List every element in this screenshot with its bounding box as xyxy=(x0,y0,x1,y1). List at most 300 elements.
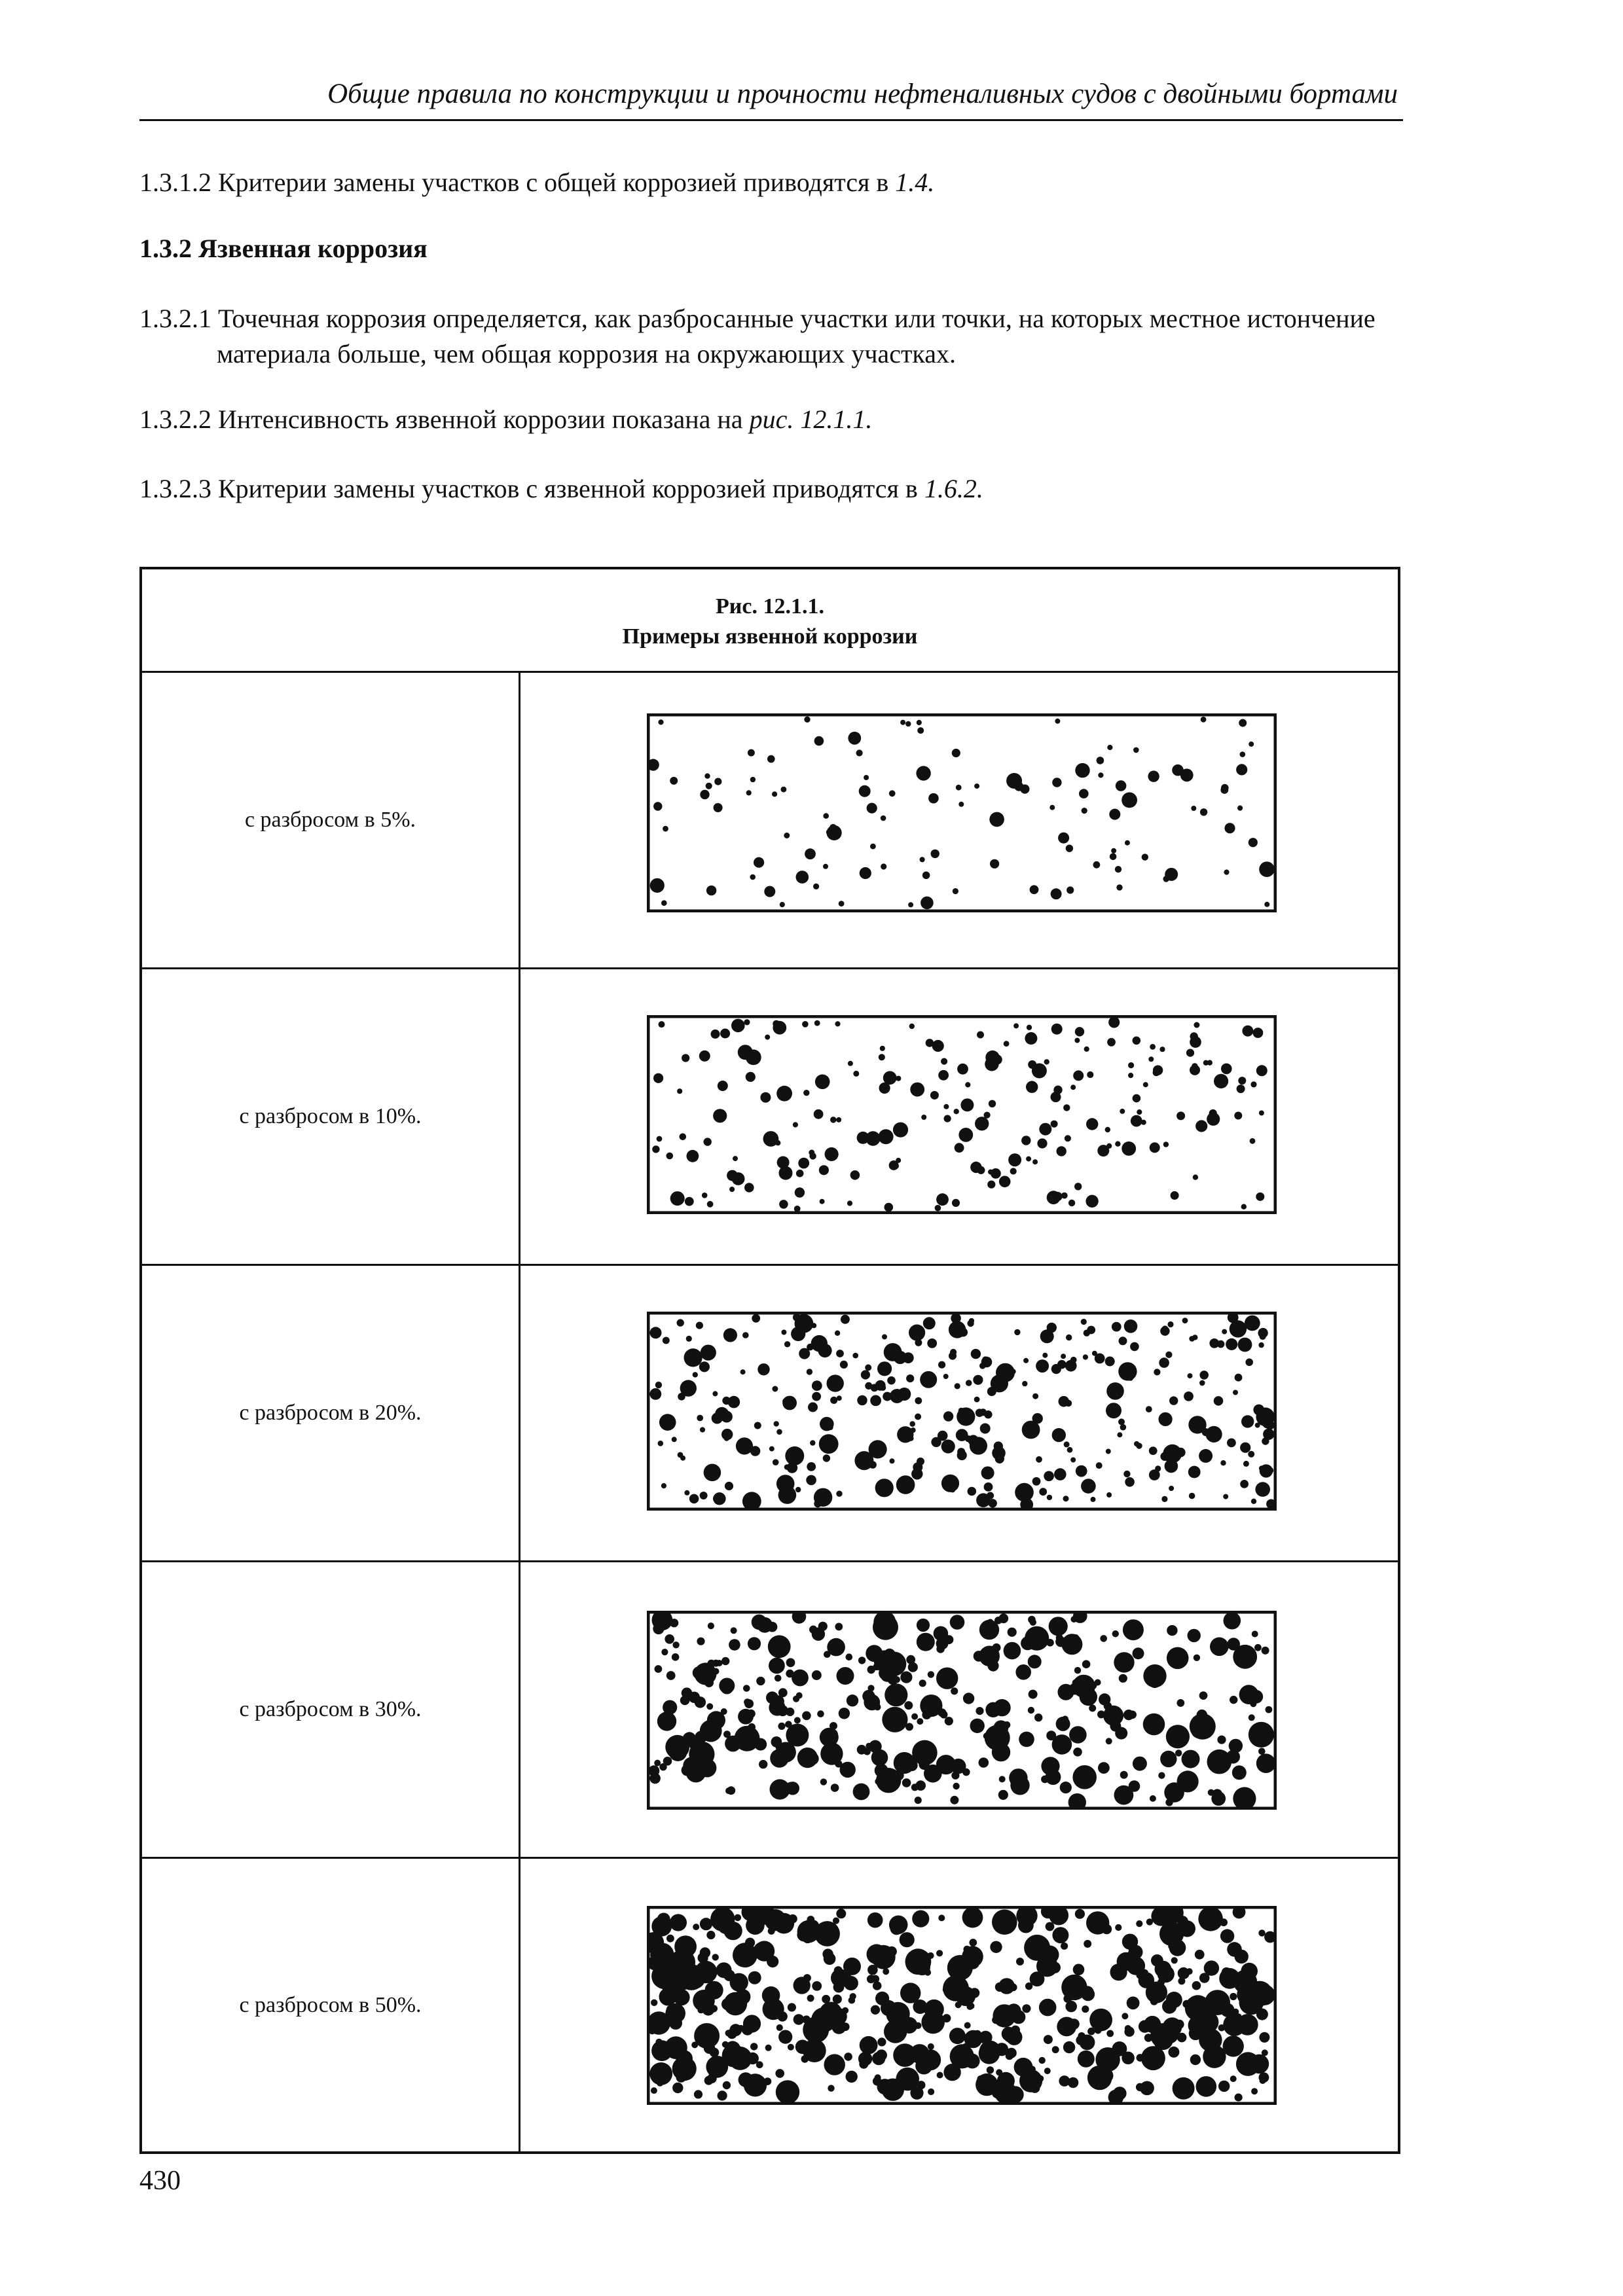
corrosion-pit xyxy=(1249,742,1254,747)
corrosion-pit xyxy=(943,1986,949,1993)
corrosion-pit xyxy=(906,1655,915,1664)
corrosion-pit xyxy=(1118,1418,1125,1425)
corrosion-pit xyxy=(1119,1674,1127,1683)
corrosion-pit xyxy=(706,1703,713,1710)
corrosion-pit xyxy=(1224,870,1229,875)
paragraph-number: 1.3.1.2 xyxy=(139,168,211,197)
corrosion-pit xyxy=(1195,1950,1205,1960)
corrosion-pit xyxy=(670,1949,695,1975)
corrosion-pit xyxy=(744,2073,767,2096)
corrosion-pit xyxy=(1030,1619,1036,1626)
corrosion-pit xyxy=(1190,2054,1201,2065)
corrosion-pit xyxy=(996,1918,1003,1924)
corrosion-pit xyxy=(1008,1153,1021,1166)
corrosion-pit xyxy=(823,813,829,819)
corrosion-pit xyxy=(1073,1748,1082,1757)
corrosion-pit xyxy=(857,1745,867,1755)
corrosion-pit xyxy=(1028,1655,1042,1668)
corrosion-pit xyxy=(1194,1655,1200,1661)
corrosion-pit xyxy=(962,1768,970,1776)
corrosion-pit xyxy=(712,1660,720,1667)
corrosion-pit xyxy=(1089,1704,1096,1712)
paragraph-text: Критерии замены участков с язвенной коррозией приводятся в xyxy=(218,474,918,503)
corrosion-pit xyxy=(987,1181,995,1189)
corrosion-pit xyxy=(964,1946,971,1953)
corrosion-pit xyxy=(1047,1495,1052,1500)
corrosion-pit xyxy=(1143,1713,1165,1736)
paragraph-1-3-2-3 xyxy=(139,471,1403,507)
corrosion-pit xyxy=(836,1491,842,1497)
corrosion-pit xyxy=(1238,1077,1246,1085)
corrosion-pit xyxy=(1106,1403,1122,1418)
corrosion-pit xyxy=(842,2007,848,2014)
corrosion-pit xyxy=(1243,1461,1249,1467)
corrosion-pit xyxy=(890,1458,895,1463)
corrosion-pit xyxy=(956,1986,976,2006)
corrosion-pit xyxy=(1214,1396,1224,1406)
corrosion-pit xyxy=(881,816,886,821)
corrosion-pit xyxy=(782,1398,789,1405)
corrosion-pit xyxy=(1020,1498,1033,1511)
corrosion-pit xyxy=(796,1693,803,1699)
corrosion-pit xyxy=(659,1414,676,1431)
corrosion-pit xyxy=(974,783,979,789)
corrosion-pit xyxy=(745,1938,755,1948)
corrosion-pit xyxy=(670,777,678,785)
corrosion-pit xyxy=(1052,1428,1066,1442)
corrosion-pit xyxy=(1253,1405,1264,1416)
corrosion-pit xyxy=(1072,1765,1097,1789)
corrosion-pit xyxy=(909,1421,915,1427)
corrosion-pit xyxy=(1240,1480,1249,1488)
corrosion-pit xyxy=(1070,1458,1076,1463)
corrosion-pit xyxy=(1171,1191,1179,1200)
corrosion-pit xyxy=(706,2056,728,2078)
corrosion-pit xyxy=(721,1429,733,1440)
corrosion-pit xyxy=(666,2005,674,2013)
corrosion-pit xyxy=(1115,1924,1122,1931)
corrosion-pit xyxy=(1061,1634,1082,1655)
corrosion-pit xyxy=(1096,1462,1103,1469)
corrosion-pit xyxy=(835,1021,840,1026)
corrosion-pit xyxy=(1221,784,1229,792)
corrosion-pit xyxy=(945,1717,953,1725)
corrosion-pit xyxy=(807,1752,819,1765)
corrosion-pit xyxy=(1051,888,1062,899)
corrosion-pit xyxy=(1042,1353,1048,1358)
corrosion-pit xyxy=(1236,764,1247,775)
corrosion-pit xyxy=(744,1019,750,1025)
corrosion-pit xyxy=(1123,1710,1134,1720)
corrosion-pit xyxy=(873,1663,881,1670)
corrosion-pit xyxy=(1074,1038,1080,1043)
corrosion-pit xyxy=(750,777,756,782)
corrosion-pit xyxy=(670,1619,678,1627)
corrosion-pit xyxy=(701,1345,716,1361)
corrosion-pit xyxy=(826,829,832,835)
corrosion-pit xyxy=(677,1088,682,1094)
corrosion-pit xyxy=(1015,1664,1031,1680)
corrosion-pit xyxy=(1016,1958,1024,1965)
corrosion-pit xyxy=(1252,1631,1258,1638)
corrosion-pit xyxy=(992,1909,1017,1935)
corrosion-pit xyxy=(1030,885,1039,894)
corrosion-pit xyxy=(772,791,777,797)
corrosion-pit xyxy=(840,1361,848,1369)
corrosion-pit xyxy=(850,1170,860,1180)
corrosion-pit xyxy=(1124,1319,1138,1333)
corrosion-pit xyxy=(844,2053,852,2061)
corrosion-pit xyxy=(1044,2068,1051,2074)
corrosion-pit xyxy=(1153,1066,1163,1075)
corrosion-pit xyxy=(767,755,775,763)
corrosion-pit xyxy=(731,1627,737,1634)
corrosion-pit xyxy=(877,2037,886,2046)
corrosion-pit xyxy=(652,1145,659,1153)
corrosion-pit xyxy=(938,1070,949,1081)
corrosion-pit xyxy=(781,1330,786,1335)
corrosion-pit xyxy=(756,2061,763,2068)
paragraph-1-3-1-2 xyxy=(139,165,1403,200)
corrosion-pit xyxy=(837,1667,854,1685)
corrosion-pit xyxy=(719,1678,735,1694)
corrosion-pit xyxy=(1267,1501,1273,1507)
figure-row-5 xyxy=(142,673,1398,969)
corrosion-pit xyxy=(847,1695,858,1706)
corrosion-pit xyxy=(1054,1468,1067,1480)
corrosion-pit xyxy=(1161,1496,1167,1502)
corrosion-pit xyxy=(877,1361,892,1376)
corrosion-pit xyxy=(714,778,721,785)
corrosion-pit xyxy=(1169,1396,1178,1405)
corrosion-pit xyxy=(858,1657,866,1664)
corrosion-pit xyxy=(992,2087,1004,2099)
corrosion-pit xyxy=(672,1641,679,1648)
corrosion-pit xyxy=(669,2017,682,2030)
corrosion-pit xyxy=(798,1158,809,1169)
corrosion-pit xyxy=(937,2072,943,2079)
corrosion-pit xyxy=(712,1391,718,1396)
corrosion-pit xyxy=(1217,1340,1225,1348)
corrosion-pit xyxy=(853,1784,870,1801)
corrosion-pit xyxy=(1241,1415,1254,1427)
corrosion-pit xyxy=(860,2036,878,2054)
corrosion-pit xyxy=(1143,1082,1148,1087)
corrosion-pit xyxy=(871,2005,880,2015)
paragraph-1-3-2-1 xyxy=(139,301,1402,372)
corrosion-pit xyxy=(687,1150,699,1162)
corrosion-pit xyxy=(663,1337,670,1344)
corrosion-pit xyxy=(1061,1943,1068,1950)
corrosion-pit xyxy=(1103,1706,1123,1726)
corrosion-pit xyxy=(997,2072,1015,2090)
corrosion-pit xyxy=(666,1935,674,1943)
corrosion-pit xyxy=(1264,902,1269,907)
corrosion-pit xyxy=(960,1098,974,1111)
figure-row-20 xyxy=(142,1266,1398,1562)
corrosion-pit xyxy=(931,1437,941,1447)
corrosion-pit xyxy=(1163,1141,1169,1147)
corrosion-pit xyxy=(1166,1725,1190,1748)
corrosion-pit xyxy=(1175,1749,1182,1756)
corrosion-pit xyxy=(1221,1064,1232,1075)
corrosion-pit xyxy=(1099,2064,1112,2076)
corrosion-pit xyxy=(905,721,911,726)
corrosion-pit xyxy=(917,1458,924,1465)
corrosion-pit xyxy=(778,2030,792,2044)
corrosion-pit xyxy=(928,1671,934,1677)
corrosion-pit xyxy=(902,2053,911,2062)
corrosion-pit xyxy=(1188,1466,1201,1479)
corrosion-pit xyxy=(713,1492,725,1505)
corrosion-pit xyxy=(847,1200,852,1206)
figure-number: Рис. 12.1.1. xyxy=(716,594,824,619)
corrosion-pit xyxy=(707,1201,714,1208)
corrosion-pit xyxy=(880,1046,885,1051)
corrosion-pit xyxy=(824,1435,832,1443)
corrosion-pit xyxy=(917,727,924,734)
corrosion-pit xyxy=(764,886,775,897)
corrosion-pit xyxy=(775,2069,784,2078)
corrosion-pit xyxy=(748,1971,761,1984)
corrosion-pit xyxy=(1240,751,1246,757)
corrosion-pit xyxy=(1258,1929,1265,1936)
corrosion-pit xyxy=(856,749,863,756)
corrosion-pit xyxy=(723,1731,731,1738)
corrosion-pit xyxy=(1032,1393,1038,1399)
corrosion-pit xyxy=(971,1349,981,1359)
corrosion-pit xyxy=(889,1160,899,1170)
corrosion-pit xyxy=(1158,1772,1165,1779)
corrosion-pit xyxy=(1181,1923,1188,1929)
corrosion-pit xyxy=(1199,1691,1208,1700)
corrosion-pit xyxy=(1082,2005,1089,2013)
corrosion-pit xyxy=(1210,1638,1229,1657)
corrosion-pit xyxy=(975,1117,989,1130)
corrosion-pit xyxy=(971,1946,977,1953)
corrosion-pit xyxy=(1019,1732,1034,1748)
corrosion-pit xyxy=(867,1912,883,1928)
corrosion-pit xyxy=(713,1109,727,1122)
corrosion-pit xyxy=(1105,1357,1115,1367)
corrosion-pit xyxy=(956,1429,968,1441)
corrosion-pit xyxy=(999,2013,1012,2025)
corrosion-pit xyxy=(1082,808,1087,814)
corrosion-pit xyxy=(986,1470,992,1476)
corrosion-pit xyxy=(795,1487,801,1492)
corrosion-pit xyxy=(1117,1432,1122,1437)
corrosion-pit xyxy=(1217,1736,1226,1744)
corrosion-sample-20 xyxy=(647,1312,1277,1511)
corrosion-pit xyxy=(1119,1336,1127,1345)
corrosion-pit xyxy=(973,1375,983,1385)
corrosion-pit xyxy=(1228,1312,1239,1323)
corrosion-pit xyxy=(903,1352,914,1363)
corrosion-pit xyxy=(839,1708,850,1719)
corrosion-pit xyxy=(750,2043,757,2050)
corrosion-pit xyxy=(1133,1094,1141,1103)
corrosion-pit xyxy=(1066,1335,1072,1340)
corrosion-pit xyxy=(992,1743,1010,1761)
corrosion-pit xyxy=(1222,1329,1227,1335)
corrosion-pit xyxy=(657,1136,663,1142)
corrosion-pit xyxy=(969,1939,977,1946)
corrosion-pit xyxy=(1064,1987,1072,1995)
corrosion-pit xyxy=(830,1722,837,1730)
corrosion-pit xyxy=(1208,1918,1217,1927)
corrosion-pit xyxy=(1241,1204,1247,1210)
corrosion-pit xyxy=(809,1150,814,1156)
corrosion-pit xyxy=(799,1348,810,1359)
corrosion-pit xyxy=(870,1395,881,1407)
corrosion-pit xyxy=(846,1653,853,1660)
corrosion-pit xyxy=(875,1764,888,1778)
paragraph-number: 1.3.2.3 xyxy=(139,474,211,503)
corrosion-pit xyxy=(1055,719,1060,724)
corrosion-pit xyxy=(1122,793,1137,808)
figure-caption xyxy=(142,569,1398,673)
corrosion-pit xyxy=(1134,1441,1139,1446)
corrosion-pit xyxy=(1006,2052,1013,2060)
corrosion-pit xyxy=(813,884,819,889)
corrosion-pit xyxy=(814,1109,824,1119)
corrosion-pit xyxy=(773,1021,786,1035)
corrosion-pit xyxy=(900,720,905,725)
corrosion-pit xyxy=(938,1708,946,1717)
corrosion-pit xyxy=(1049,1617,1068,1636)
corrosion-pit xyxy=(810,2053,817,2060)
corrosion-pit xyxy=(952,749,960,757)
figure-table xyxy=(139,567,1400,2154)
corrosion-pit xyxy=(780,902,785,907)
corrosion-pit xyxy=(712,1412,723,1424)
corrosion-pit xyxy=(774,1421,779,1426)
corrosion-pit xyxy=(914,1959,930,1975)
corrosion-pit xyxy=(784,1341,790,1347)
corrosion-pit xyxy=(1214,1074,1228,1088)
corrosion-pit xyxy=(1159,1047,1165,1052)
corrosion-pit xyxy=(754,857,764,868)
corrosion-pit xyxy=(1110,853,1117,861)
corrosion-pit xyxy=(1118,1362,1137,1380)
corrosion-pit xyxy=(1084,1940,1091,1948)
corrosion-pit xyxy=(651,2087,657,2094)
corrosion-pit xyxy=(1041,1757,1059,1775)
corrosion-pit xyxy=(830,1117,837,1123)
corrosion-pit xyxy=(1207,1749,1232,1774)
corrosion-pit xyxy=(779,1200,788,1209)
corrosion-pit xyxy=(1186,1968,1193,1975)
corrosion-pit xyxy=(810,1440,815,1445)
corrosion-pit xyxy=(1123,1471,1130,1477)
corrosion-pit xyxy=(1186,1049,1194,1057)
corrosion-pit xyxy=(843,1316,848,1321)
corrosion-pit xyxy=(1223,2013,1246,2036)
corrosion-pit xyxy=(1106,2030,1114,2037)
corrosion-pit xyxy=(1032,1477,1041,1486)
corrosion-pit xyxy=(823,1454,830,1462)
corrosion-pit xyxy=(989,812,1004,827)
corrosion-pit xyxy=(871,1975,879,1983)
corrosion-pit xyxy=(831,1784,839,1792)
corrosion-pit xyxy=(1258,1328,1267,1338)
corrosion-pit xyxy=(968,1435,978,1445)
corrosion-pit xyxy=(1044,1471,1054,1482)
corrosion-pit xyxy=(1195,1120,1207,1132)
corrosion-pit xyxy=(1070,1085,1076,1090)
corrosion-pit xyxy=(886,2002,909,2026)
corrosion-pit xyxy=(1133,1647,1144,1659)
corrosion-pit xyxy=(1165,1460,1178,1473)
corrosion-pit xyxy=(1021,1136,1030,1145)
corrosion-pit xyxy=(1075,1027,1084,1036)
corrosion-pit xyxy=(1063,1496,1069,1501)
corrosion-pit xyxy=(1028,1707,1034,1713)
corrosion-pit xyxy=(793,1122,798,1127)
corrosion-pit xyxy=(1057,1360,1067,1369)
corrosion-pit xyxy=(711,1030,720,1039)
corrosion-pit xyxy=(776,1086,792,1102)
corrosion-pit xyxy=(884,1203,894,1212)
corrosion-pit xyxy=(941,1058,947,1065)
corrosion-pit xyxy=(647,2011,670,2034)
corrosion-pit xyxy=(803,1090,809,1096)
corrosion-pit xyxy=(775,1675,782,1682)
cross-reference: 1.6.2. xyxy=(924,474,983,503)
corrosion-pit xyxy=(1095,1679,1101,1686)
corrosion-pit xyxy=(1079,789,1089,798)
corrosion-pit xyxy=(1159,1357,1169,1368)
corrosion-pit xyxy=(1235,1374,1243,1382)
corrosion-pit xyxy=(1065,1135,1071,1141)
corrosion-pit xyxy=(1184,1391,1194,1401)
corrosion-pit xyxy=(1245,1359,1253,1367)
corrosion-pit xyxy=(696,1322,703,1329)
corrosion-pit xyxy=(1151,1954,1163,1967)
corrosion-pit xyxy=(1064,1441,1070,1447)
corrosion-pit xyxy=(886,1770,893,1777)
image-cell xyxy=(520,1266,1398,1560)
corrosion-pit xyxy=(1075,1909,1085,1919)
corrosion-pit xyxy=(706,886,716,895)
corrosion-pit xyxy=(923,1317,936,1329)
corrosion-pit xyxy=(731,1019,745,1033)
corrosion-pit xyxy=(974,1397,980,1403)
corrosion-pit xyxy=(814,1500,822,1508)
corrosion-pit xyxy=(786,1658,795,1667)
corrosion-pit xyxy=(869,1440,887,1458)
corrosion-pit xyxy=(1128,1073,1133,1078)
corrosion-pit xyxy=(886,1946,897,1957)
corrosion-pit xyxy=(1060,1782,1072,1793)
corrosion-pit xyxy=(682,1054,689,1062)
corrosion-pit xyxy=(1098,772,1103,778)
corrosion-pit xyxy=(665,1634,674,1644)
corrosion-pit xyxy=(1203,2045,1226,2068)
corrosion-pit xyxy=(1023,1358,1029,1363)
cross-reference: 1.4. xyxy=(895,168,935,197)
image-cell xyxy=(520,1562,1398,1857)
corrosion-pit xyxy=(1018,1918,1034,1933)
corrosion-pit xyxy=(750,874,756,880)
corrosion-pit xyxy=(953,888,958,894)
corrosion-pit xyxy=(665,2036,687,2059)
corrosion-pit xyxy=(904,1701,913,1710)
corrosion-pit xyxy=(721,1657,729,1665)
corrosion-pit xyxy=(1143,1664,1166,1687)
corrosion-pit xyxy=(911,1427,916,1433)
corrosion-pit xyxy=(729,2024,742,2036)
